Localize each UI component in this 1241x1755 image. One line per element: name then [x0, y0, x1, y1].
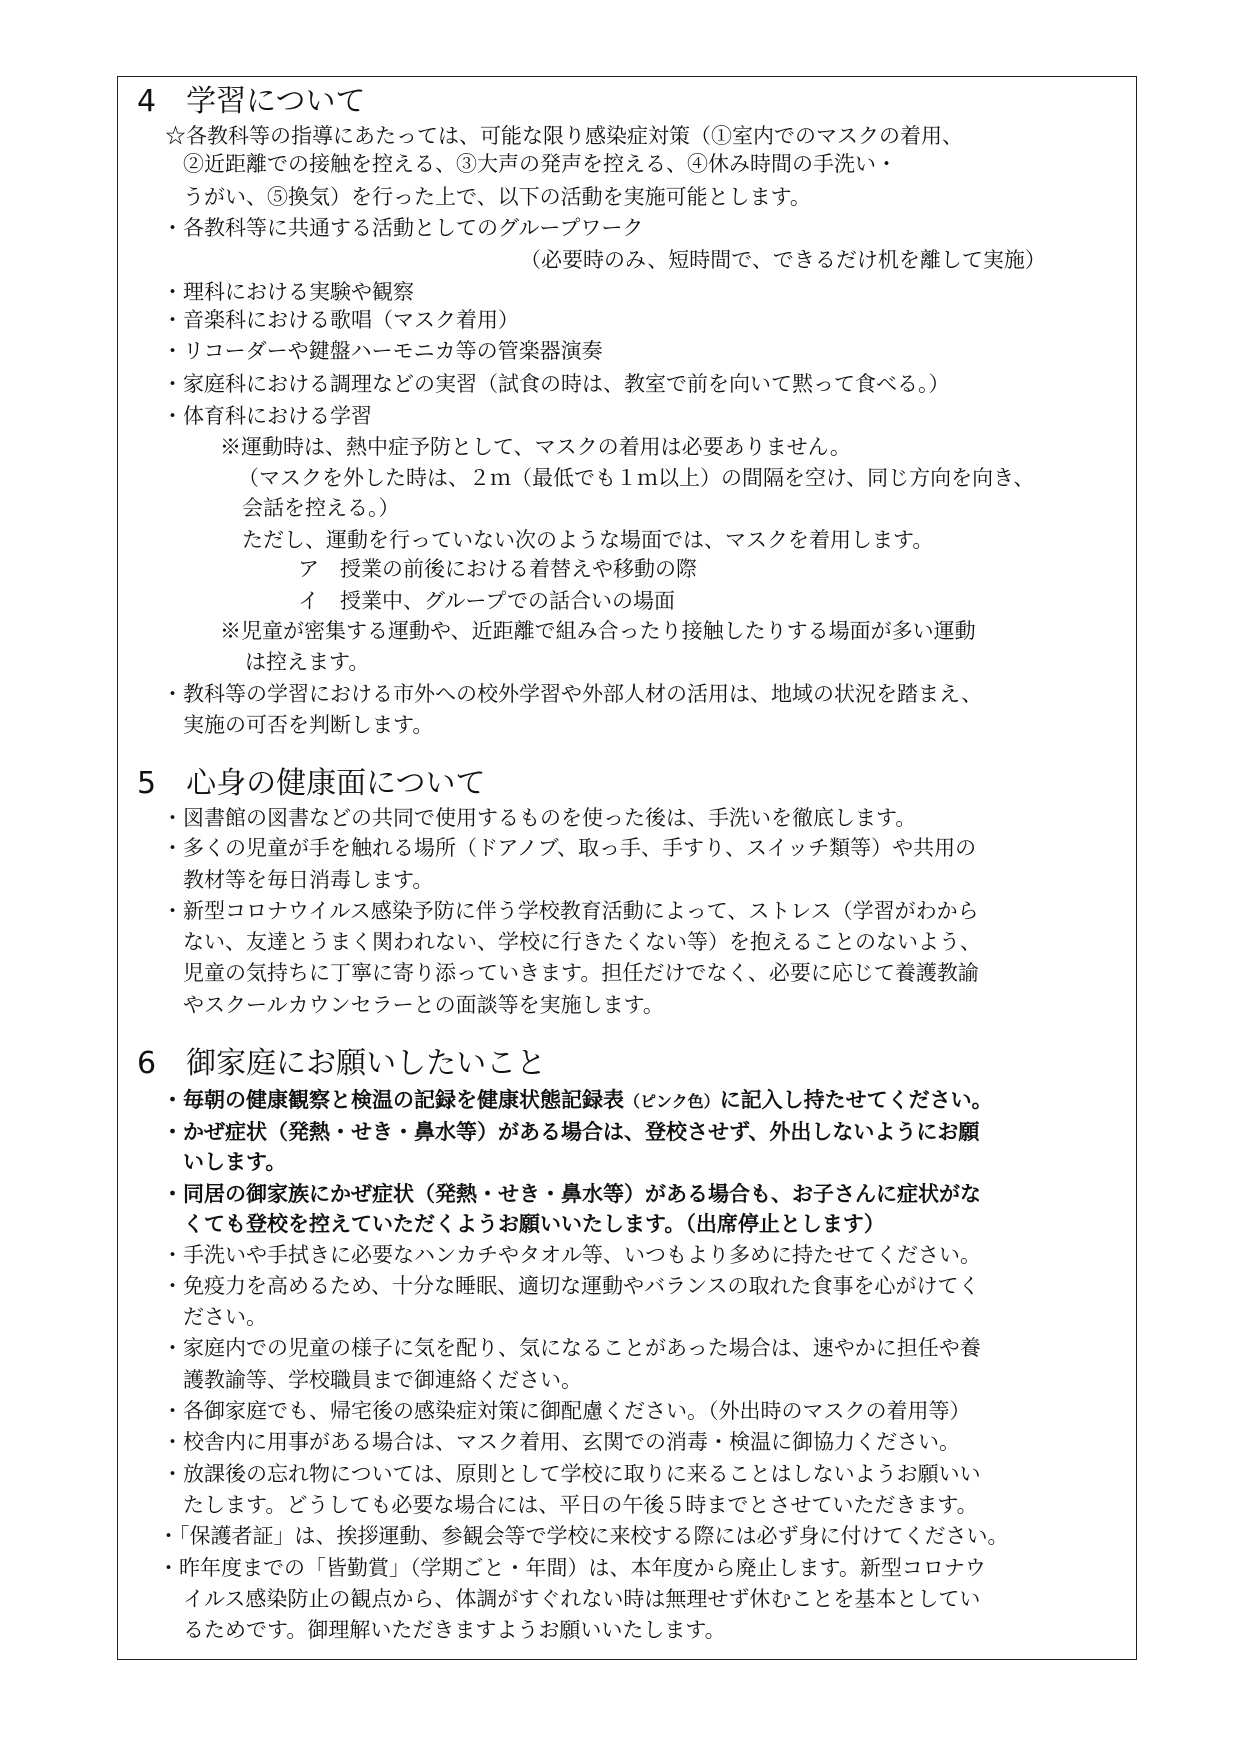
s4-line-10: ・体育科における学習	[162, 404, 372, 428]
s5-line-4: ・新型コロナウイルス感染予防に伴う学校教育活動によって、ストレス（学習がわから	[162, 899, 979, 923]
s6-bold-line-4: ・同居の御家族にかぜ症状（発熱・せき・鼻水等）がある場合も、お子さんに症状がな	[162, 1182, 981, 1206]
section-4-heading: 4 学習について	[137, 84, 366, 119]
s6-line-2: ・免疫力を高めるため、十分な睡眠、適切な運動やバランスの取れた食事を心がけてく	[162, 1274, 980, 1298]
s5-line-3: 教材等を毎日消毒します。	[183, 868, 434, 892]
s6-line-10: ・「保護者証」は、挨拶運動、参観会等で学校に来校する際には必ず身に付けてください。	[158, 1524, 1009, 1548]
s6-line-8: ・放課後の忘れ物については、原則として学校に取りに来ることはしないようお願いい	[162, 1462, 981, 1486]
s4-line-6: ・理科における実験や観察	[162, 280, 414, 304]
s4-line-4: ・各教科等に共通する活動としてのグループワーク	[162, 216, 644, 240]
s6-line-9: たします。どうしても必要な場合には、平日の午後５時までとさせていただきます。	[183, 1493, 978, 1517]
s5-line-5: ない、友達とうまく関われない、学校に行きたくない等）を抱えることのないよう、	[183, 930, 981, 954]
s6-bold-line-1	[162, 1086, 993, 1116]
s4-line-20: 実施の可否を判断します。	[183, 713, 434, 737]
s6-line-13: るためです。御理解いただきますようお願いいたします。	[183, 1618, 726, 1642]
s6-bold-line-3: いします。	[183, 1150, 287, 1174]
s6-bold-line-1-part-c: に記入し持たせてください。	[719, 1088, 993, 1112]
s4-line-9: ・家庭科における調理などの実習（試食の時は、教室で前を向いて黙って食べる。）	[162, 372, 950, 396]
s4-line-19: ・教科等の学習における市外への校外学習や外部人材の活用は、地域の状況を踏まえ、	[162, 682, 983, 706]
s6-line-5: 護教諭等、学校職員まで御連絡ください。	[183, 1368, 582, 1392]
s4-line-14: ただし、運動を行っていない次のような場面では、マスクを着用します。	[242, 528, 934, 552]
s6-line-1: ・手洗いや手拭きに必要なハンカチやタオル等、いつもより多めに持たせてください。	[162, 1243, 981, 1267]
s4-line-7: ・音楽科における歌唱（マスク着用）	[162, 308, 519, 332]
s6-bold-line-5: くても登校を控えていただくようお願いいたします。（出席停止とします）	[183, 1212, 885, 1236]
s6-line-7: ・校舎内に用事がある場合は、マスク着用、玄関での消毒・検温に御協力ください。	[162, 1430, 960, 1454]
s6-line-3: ださい。	[183, 1305, 267, 1329]
s6-bold-line-2: ・かぜ症状（発熱・せき・鼻水等）がある場合は、登校させず、外出しないようにお願	[162, 1120, 980, 1144]
s4-line-1: ☆各教科等の指導にあたっては、可能な限り感染症対策（①室内でのマスクの着用、	[165, 124, 963, 148]
s6-line-11: ・昨年度までの「皆勤賞」（学期ごと・年間）は、本年度から廃止します。新型コロナウ	[158, 1556, 986, 1580]
s4-line-8: ・リコーダーや鍵盤ハーモニカ等の管楽器演奏	[162, 339, 603, 363]
s4-line-15: ア 授業の前後における着替えや移動の際	[298, 557, 697, 581]
s4-line-16: イ 授業中、グループでの話合いの場面	[298, 589, 675, 613]
s5-line-6: 児童の気持ちに丁寧に寄り添っていきます。担任だけでなく、必要に応じて養護教諭	[183, 961, 979, 985]
s6-line-6: ・各御家庭でも、帰宅後の感染症対策に御配慮ください。（外出時のマスクの着用等）	[162, 1399, 971, 1423]
s4-line-11: ※運動時は、熱中症予防として、マスクの着用は必要ありません。	[220, 435, 851, 459]
section-5-heading: 5 心身の健康面について	[137, 766, 486, 801]
s5-line-2: ・多くの児童が手を触れる場所（ドアノブ、取っ手、手すり、スイッチ類等）や共用の	[162, 836, 977, 860]
s4-line-18: は控えます。	[245, 650, 370, 674]
s4-line-2: ②近距離での接触を控える、③大声の発声を控える、④休み時間の手洗い・	[183, 152, 897, 176]
s6-bold-line-1-part-a: ・毎朝の健康観察と検温の記録を健康状態記録表	[162, 1088, 624, 1112]
s6-line-12: イルス感染防止の観点から、体調がすぐれない時は無理せず休むことを基本としてい	[183, 1587, 981, 1611]
s6-bold-line-1-part-b: （ピンク色）	[624, 1092, 720, 1111]
s6-line-4: ・家庭内での児童の様子に気を配り、気になることがあった場合は、速やかに担任や養	[162, 1336, 981, 1360]
s4-line-13: 会話を控える。）	[242, 496, 400, 520]
s4-line-17: ※児童が密集する運動や、近距離で組み合ったり接触したりする場面が多い運動	[220, 619, 976, 643]
section-6-heading: 6 御家庭にお願いしたいこと	[137, 1046, 547, 1081]
s4-line-12: （マスクを外した時は、２ｍ（最低でも１ｍ以上）の間隔を空け、同じ方向を向き、	[238, 466, 1035, 490]
s5-line-7: やスクールカウンセラーとの面談等を実施します。	[183, 993, 664, 1017]
s4-line-5: （必要時のみ、短時間で、できるだけ机を離して実施）	[520, 248, 1046, 272]
s5-line-1: ・図書館の図書などの共同で使用するものを使った後は、手洗いを徹底します。	[162, 806, 917, 830]
s4-line-3: うがい、⑤換気）を行った上で、以下の活動を実施可能とします。	[183, 185, 811, 209]
